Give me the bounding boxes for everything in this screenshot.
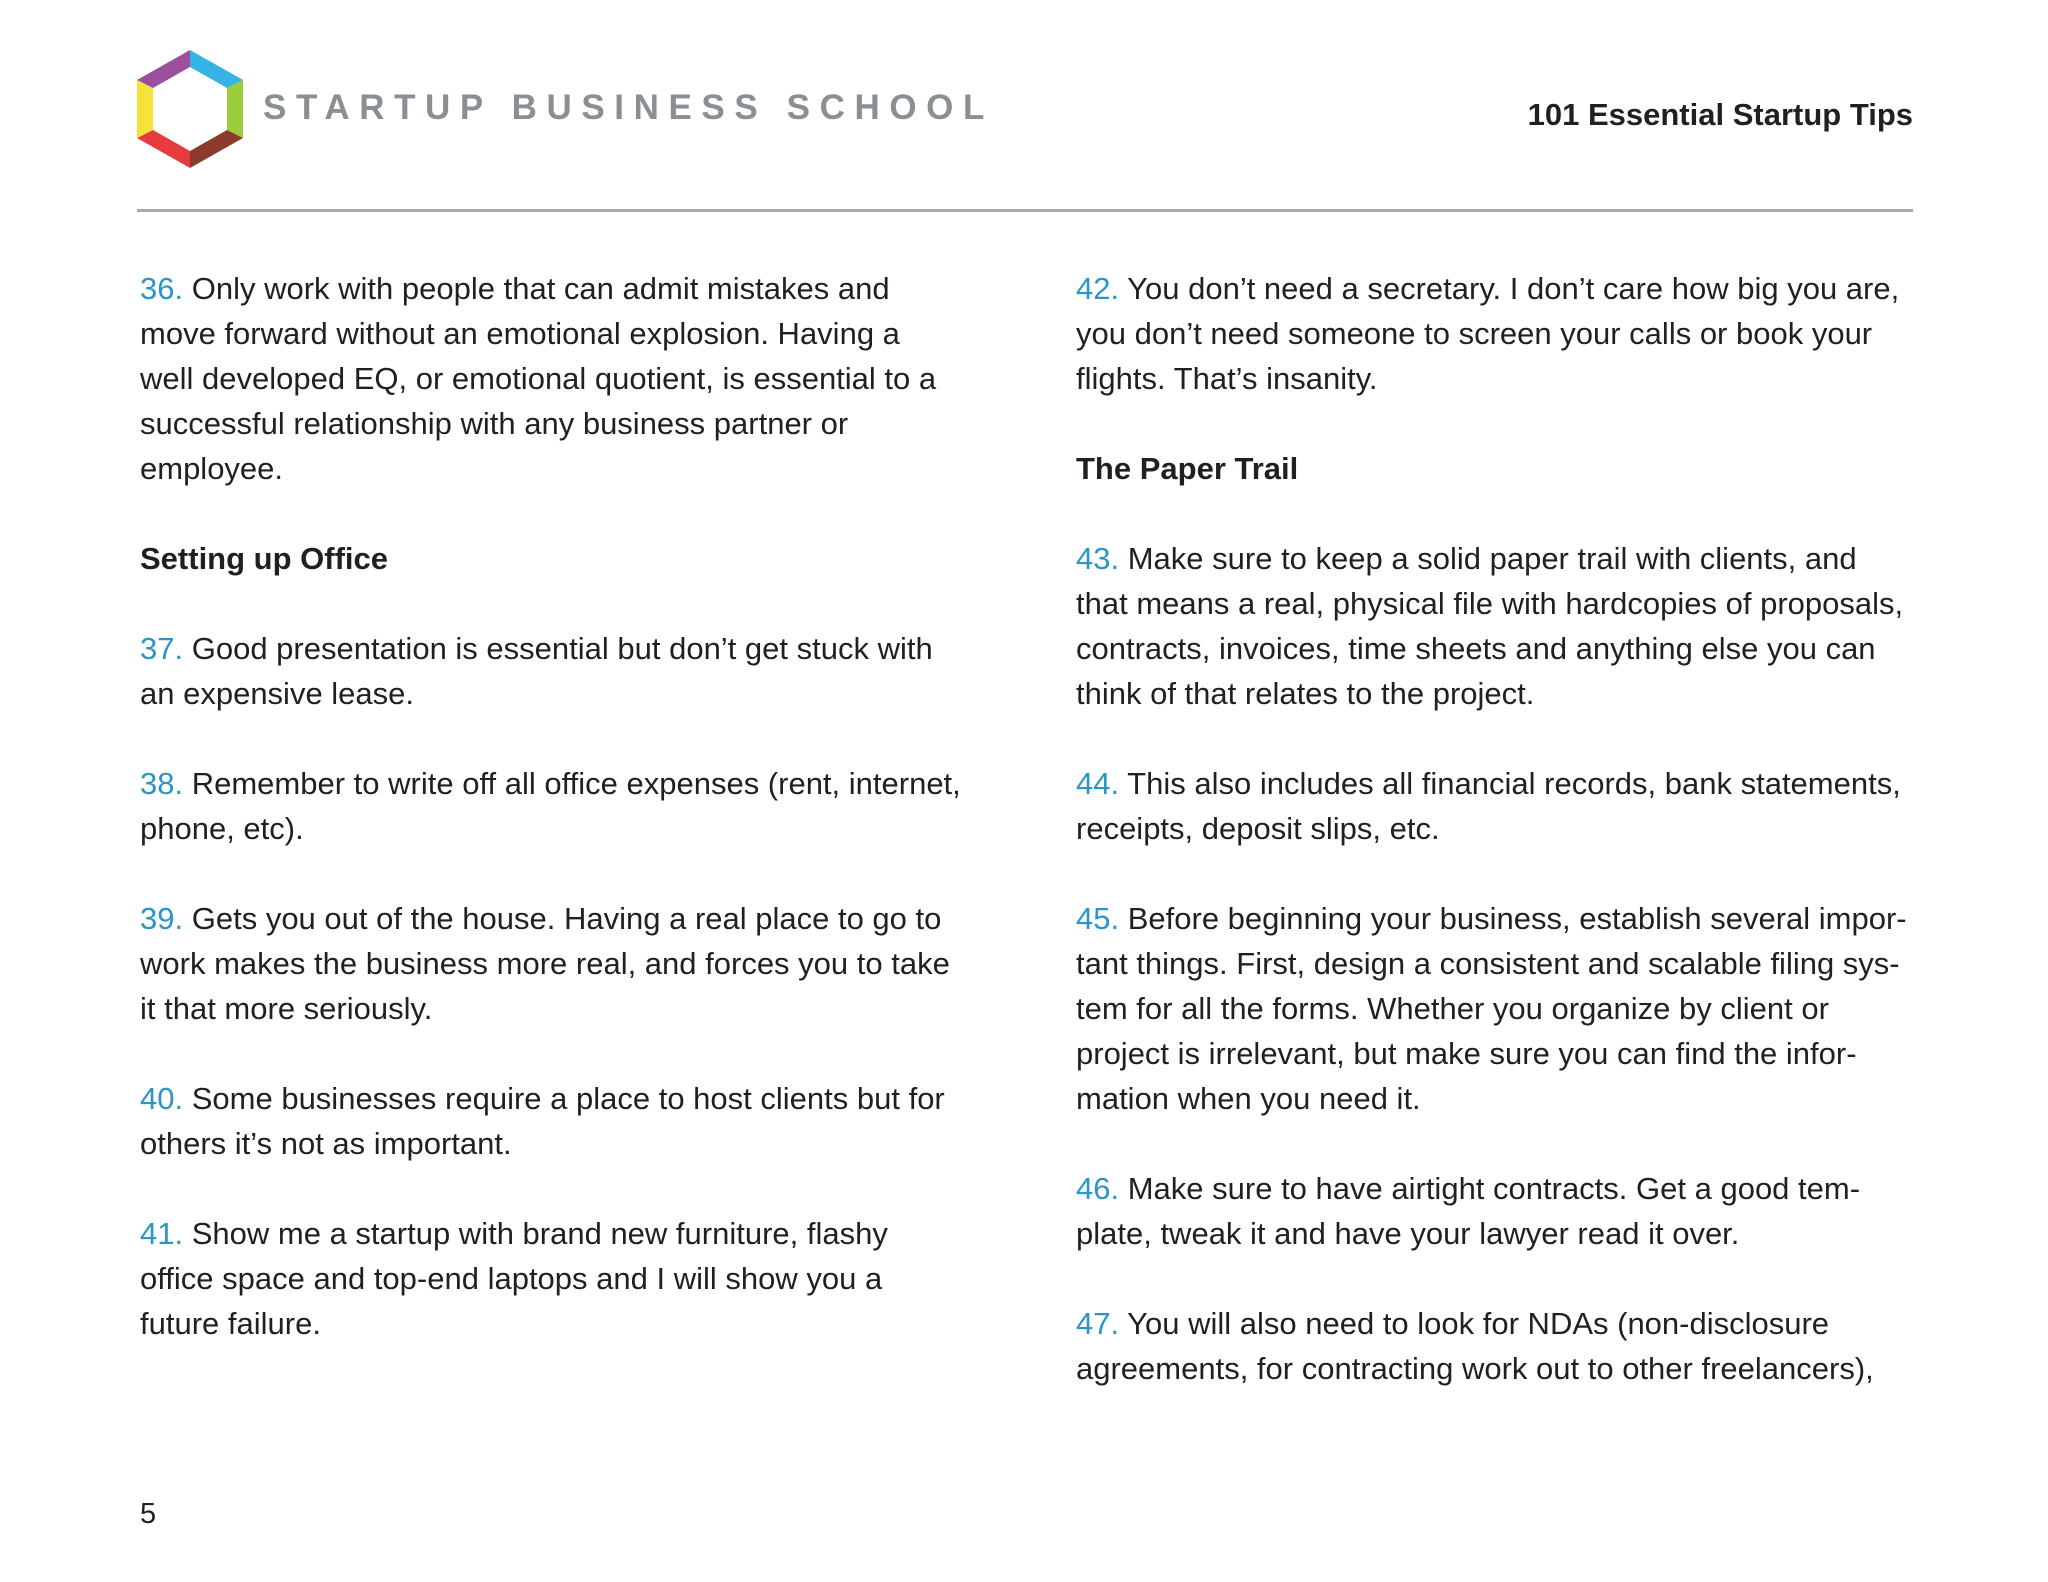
- page-header: [0, 0, 2048, 212]
- tip-line: others it’s not as important.: [140, 1126, 512, 1161]
- tip-number: 46.: [1076, 1171, 1120, 1206]
- tip-number: 40.: [140, 1081, 184, 1116]
- tip-line: [1076, 1301, 1926, 1346]
- tip-text: Show me a startup with brand new furniture, flashy: [191, 1216, 888, 1251]
- tip-number: 38.: [140, 766, 184, 801]
- tip-text: Gets you out of the house. Having a real place to go to: [191, 901, 942, 936]
- tip-line: work makes the business more real, and forces you to take: [140, 946, 950, 981]
- tip-41: [140, 1211, 1000, 1346]
- tip-line: future failure.: [140, 1306, 321, 1341]
- tip-line: project is irrelevant, but make sure you can find the infor-: [1076, 1036, 1857, 1071]
- section-heading-paper-trail: The Paper Trail: [1076, 451, 1299, 486]
- tip-line: [140, 1076, 1000, 1121]
- brand-name: STARTUP BUSINESS SCHOOL: [263, 88, 994, 127]
- tip-line: [140, 626, 1000, 671]
- tip-47: [1076, 1301, 1926, 1391]
- tip-line: tem for all the forms. Whether you organize by client or: [1076, 991, 1829, 1026]
- tip-44: [1076, 761, 1926, 851]
- tip-38: [140, 761, 1000, 851]
- tip-line: [1076, 1166, 1926, 1211]
- tip-39: [140, 896, 1000, 1031]
- tip-line: you don’t need someone to screen your calls or book your: [1076, 316, 1873, 351]
- tip-number: 42.: [1076, 271, 1120, 306]
- tip-number: 37.: [140, 631, 184, 666]
- tip-line: office space and top-end laptops and I will show you a: [140, 1261, 883, 1296]
- tip-45: [1076, 896, 1926, 1121]
- tip-text: Only work with people that can admit mistakes and: [191, 271, 890, 306]
- tip-42: [1076, 266, 1926, 401]
- tip-line: [140, 761, 1000, 806]
- tip-line: employee.: [140, 451, 284, 486]
- tip-text: This also includes all financial records, bank statements,: [1127, 766, 1901, 801]
- tip-number: 44.: [1076, 766, 1120, 801]
- hexagon-logo-icon: [137, 50, 243, 168]
- tip-text: Good presentation is essential but don’t get stuck with: [191, 631, 933, 666]
- tip-line: [140, 1211, 1000, 1256]
- tip-line: that means a real, physical file with hardcopies of proposals,: [1076, 586, 1904, 621]
- tip-line: [1076, 536, 1926, 581]
- tip-line: tant things. First, design a consistent and scalable filing sys-: [1076, 946, 1900, 981]
- tip-line: contracts, invoices, time sheets and anything else you can: [1076, 631, 1876, 666]
- tip-text: You will also need to look for NDAs (non-disclosure: [1127, 1306, 1830, 1341]
- tip-37: [140, 626, 1000, 716]
- tip-number: 45.: [1076, 901, 1120, 936]
- tip-line: successful relationship with any business partner or: [140, 406, 849, 441]
- tip-text: Some businesses require a place to host clients but for: [191, 1081, 945, 1116]
- tip-number: 43.: [1076, 541, 1120, 576]
- tip-43: [1076, 536, 1926, 716]
- tip-text: Make sure to have airtight contracts. Get a good tem-: [1127, 1171, 1861, 1206]
- tip-text: Make sure to keep a solid paper trail with clients, and: [1127, 541, 1857, 576]
- tip-40: [140, 1076, 1000, 1166]
- tip-line: [1076, 266, 1926, 311]
- tip-number: 36.: [140, 271, 184, 306]
- tip-number: 41.: [140, 1216, 184, 1251]
- tip-line: [140, 896, 1000, 941]
- document-title: 101 Essential Startup Tips: [1527, 97, 1913, 132]
- tip-46: [1076, 1166, 1926, 1256]
- tip-number: 39.: [140, 901, 184, 936]
- tip-line: flights. That’s insanity.: [1076, 361, 1378, 396]
- tip-line: move forward without an emotional explosion. Having a: [140, 316, 900, 351]
- tip-line: an expensive lease.: [140, 676, 415, 711]
- tip-number: 47.: [1076, 1306, 1120, 1341]
- tip-line: [140, 266, 1000, 311]
- tip-line: [1076, 761, 1926, 806]
- tip-line: [1076, 896, 1926, 941]
- section-heading-office: Setting up Office: [140, 541, 388, 576]
- tip-line: receipts, deposit slips, etc.: [1076, 811, 1440, 846]
- header-divider: [137, 209, 1913, 212]
- tip-text: Remember to write off all office expenses (rent, internet,: [191, 766, 961, 801]
- page-number: 5: [140, 1498, 157, 1530]
- tip-line: agreements, for contracting work out to other freelancers),: [1076, 1351, 1874, 1386]
- tip-line: phone, etc).: [140, 811, 304, 846]
- tip-line: well developed EQ, or emotional quotient, is essential to a: [140, 361, 937, 396]
- tip-text: Before beginning your business, establish several impor-: [1127, 901, 1907, 936]
- tip-line: plate, tweak it and have your lawyer read it over.: [1076, 1216, 1740, 1251]
- left-column: [140, 266, 1000, 1391]
- tip-36: [140, 266, 1000, 491]
- tip-line: think of that relates to the project.: [1076, 676, 1535, 711]
- tip-line: mation when you need it.: [1076, 1081, 1421, 1116]
- tip-line: it that more seriously.: [140, 991, 433, 1026]
- tip-text: You don’t need a secretary. I don’t care how big you are,: [1127, 271, 1900, 306]
- right-column: [1076, 266, 1926, 1436]
